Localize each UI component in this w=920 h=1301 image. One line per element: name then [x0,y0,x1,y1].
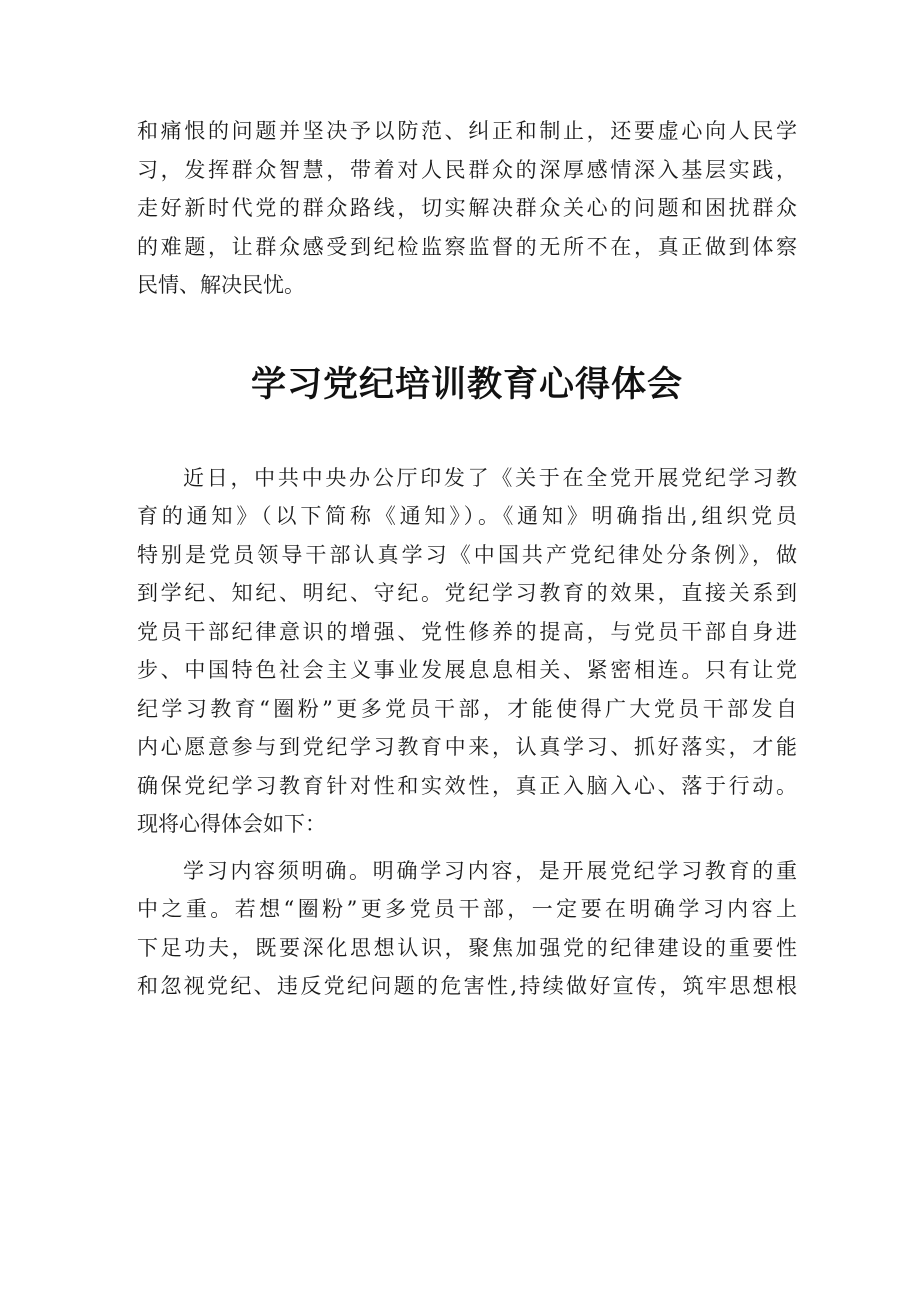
text-line: 中之重。若想“圈粉”更多党员干部，一定要在明确学习内容上 [137,897,797,921]
text-line: 纪学习教育“圈粉”更多党员干部，才能使得广大党员干部发自 [137,696,797,721]
document-body [137,112,797,1006]
paragraph-2 [137,852,797,1006]
text-line: 步、中国特色社会主义事业发展息息相关、紧密相连。只有让党 [137,658,797,682]
text-line: 和痛恨的问题并坚决予以防范、纠正和制止，还要虚心向人民学 [137,119,797,143]
text-line: 下足功夫，既要深化思想认识，聚焦加强党的纪律建设的重要性 [137,935,797,960]
text-line: 确保党纪学习教育针对性和实效性，真正入脑入心、落于行动。 [137,773,797,798]
text-line: 近日，中共中央办公厅印发了《关于在全党开展党纪学习教 [183,465,797,490]
text-line: 习，发挥群众智慧，带着对人民群众的深厚感情深入基层实践， [137,157,797,182]
text-line: 民情、解决民忧。 [137,273,305,297]
text-line: 内心愿意参与到党纪学习教育中来，认真学习、抓好落实，才能 [137,735,797,759]
intro-paragraph [137,112,797,305]
text-line: 特别是党员领导干部认真学习《中国共产党纪律处分条例》，做 [137,542,797,567]
text-line: 的难题，让群众感受到纪检监察监督的无所不在，真正做到体察 [137,234,797,259]
text-line: 现将心得体会如下： [137,812,326,836]
text-line: 党员干部纪律意识的增强、党性修养的提高，与党员干部自身进 [137,619,797,644]
paragraph-1 [137,459,797,844]
text-line: 走好新时代党的群众路线，切实解决群众关心的问题和困扰群众 [137,196,797,220]
text-line: 到学纪、知纪、明纪、守纪。党纪学习教育的效果，直接关系到 [137,581,797,605]
article-title: 学习党纪培训教育心得体会 [250,363,683,405]
text-line: 和忽视党纪、违反党纪问题的危害性,持续做好宣传，筑牢思想根 [137,974,797,998]
text-line: 育的通知》（以下简称《通知》）。《通知》明确指出,组织党员 [137,504,797,528]
text-line: 学习内容须明确。明确学习内容，是开展党纪学习教育的重 [183,858,797,883]
